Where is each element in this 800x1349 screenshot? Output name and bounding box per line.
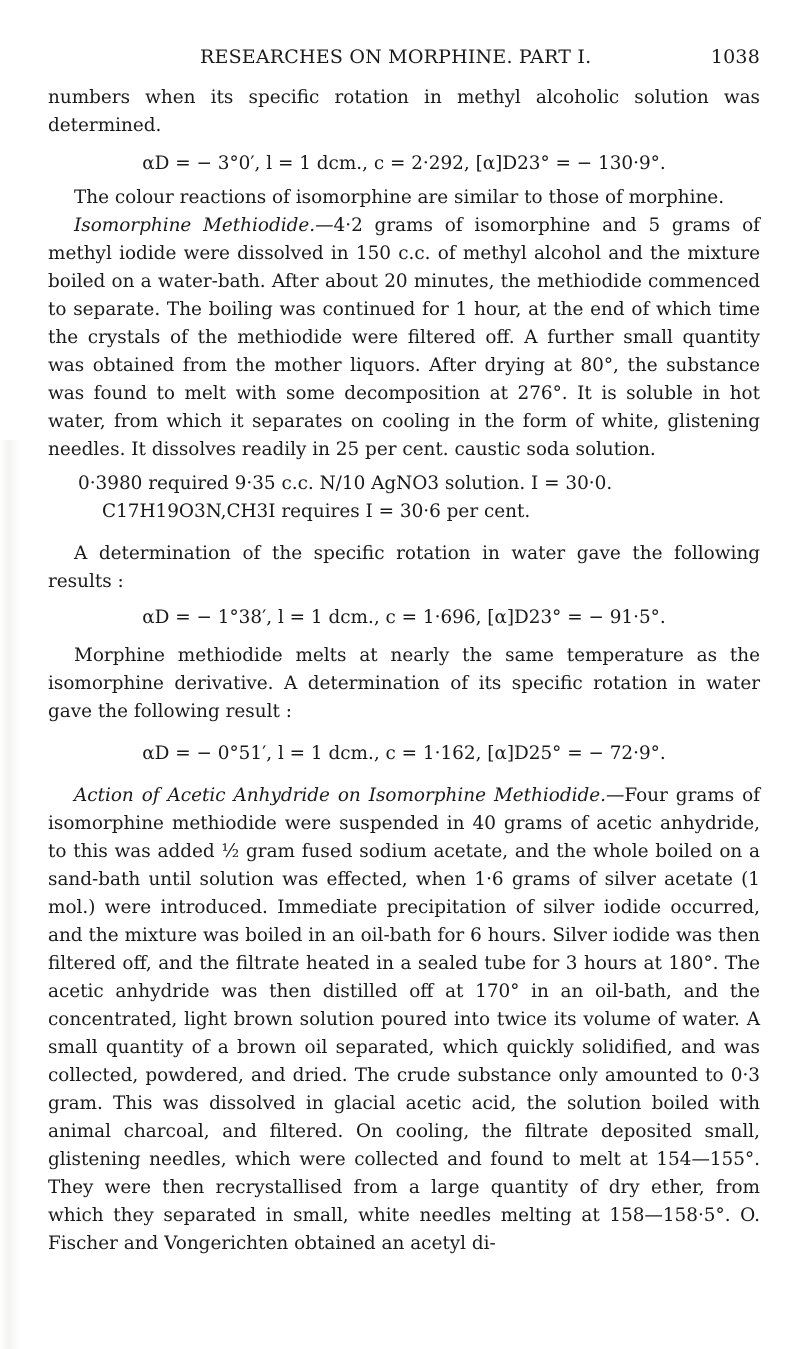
paragraph: The colour reactions of isomorphine are similar to those of morphine.: [74, 187, 725, 208]
paragraph: numbers when its specific rotation in methyl alcoholic solution was determined.: [48, 87, 760, 136]
page-number: 1038: [710, 46, 760, 68]
section-heading: Isomorphine Methiodide.: [74, 215, 316, 236]
body-text: [48, 84, 760, 1258]
analysis-result: 0·3980 required 9·35 c.c. N/10 AgNO3 solution. I = 30·0.: [78, 473, 613, 494]
section-paragraph: [48, 212, 760, 464]
section-paragraph: [48, 782, 760, 1258]
paragraph: Morphine methiodide melts at nearly the same temperature as the isomorphine derivative. A determination of its specific rotation in water gave the following result :: [48, 645, 760, 722]
paragraph: A determination of the specific rotation in water gave the following results :: [48, 543, 760, 592]
analysis-requirement: C17H19O3N,CH3I requires I = 30·6 per cent.: [102, 501, 531, 522]
section-heading: Action of Acetic Anhydride on Isomorphine Methiodide.: [74, 785, 607, 806]
rotation-formula: αD = − 3°0′, l = 1 dcm., c = 2·292, [α]D23° = − 130·9°.: [142, 153, 666, 174]
section-text: —Four grams of isomorphine methiodide were suspended in 40 grams of acetic anhydride, to this was added ½ gram fused sodium acetate, and the whole boiled on a sand-bath until solution was effected, when 1·6 grams of silver acetate (1 mol.) were introduced. Immediate precipitation of silver iodide occurred, and the mixture was boiled in an oil-bath for 6 hours. Silver iodide was then filtered off, and the filtrate heated in a sealed tube for 3 hours at 180°. The acetic anhydride was then distilled off at 170° in an oil-bath, and the concentrated, light brown solution poured into twice its volume of water. A small quantity of a brown oil separated, which quickly solidified, and was collected, powdered, and dried. The crude substance only amounted to 0·3 gram. This was dissolved in glacial acetic acid, the solution boiled with animal charcoal, and filtered. On cooling, the filtrate deposited small, glistening needles, which were collected and found to melt at 154—155°. They were then recrystallised from a large quantity of dry ether, from which they separated in small, white needles melting at 158—158·5°. O. Fischer and Vongerichten obtained an acetyl di-: [48, 785, 761, 1254]
binding-shadow: [0, 440, 20, 1349]
header-title: RESEARCHES ON MORPHINE. PART I.: [200, 46, 592, 68]
rotation-formula: αD = − 1°38′, l = 1 dcm., c = 1·696, [α]D23° = − 91·5°.: [142, 607, 666, 628]
rotation-formula: αD = − 0°51′, l = 1 dcm., c = 1·162, [α]D25° = − 72·9°.: [142, 743, 666, 764]
section-text: —4·2 grams of isomorphine and 5 grams of methyl iodide were dissolved in 150 c.c. of methyl alcohol and the mixture boiled on a water-bath. After about 20 minutes, the methiodide commenced to separate. The boiling was continued for 1 hour, at the end of which time the crystals of the methiodide were filtered off. A further small quantity was obtained from the mother liquors. After drying at 80°, the substance was found to melt with some decomposition at 276°. It is soluble in hot water, from which it separates on cooling in the form of white, glistening needles. It dissolves readily in 25 per cent. caustic soda solution.: [48, 215, 760, 460]
